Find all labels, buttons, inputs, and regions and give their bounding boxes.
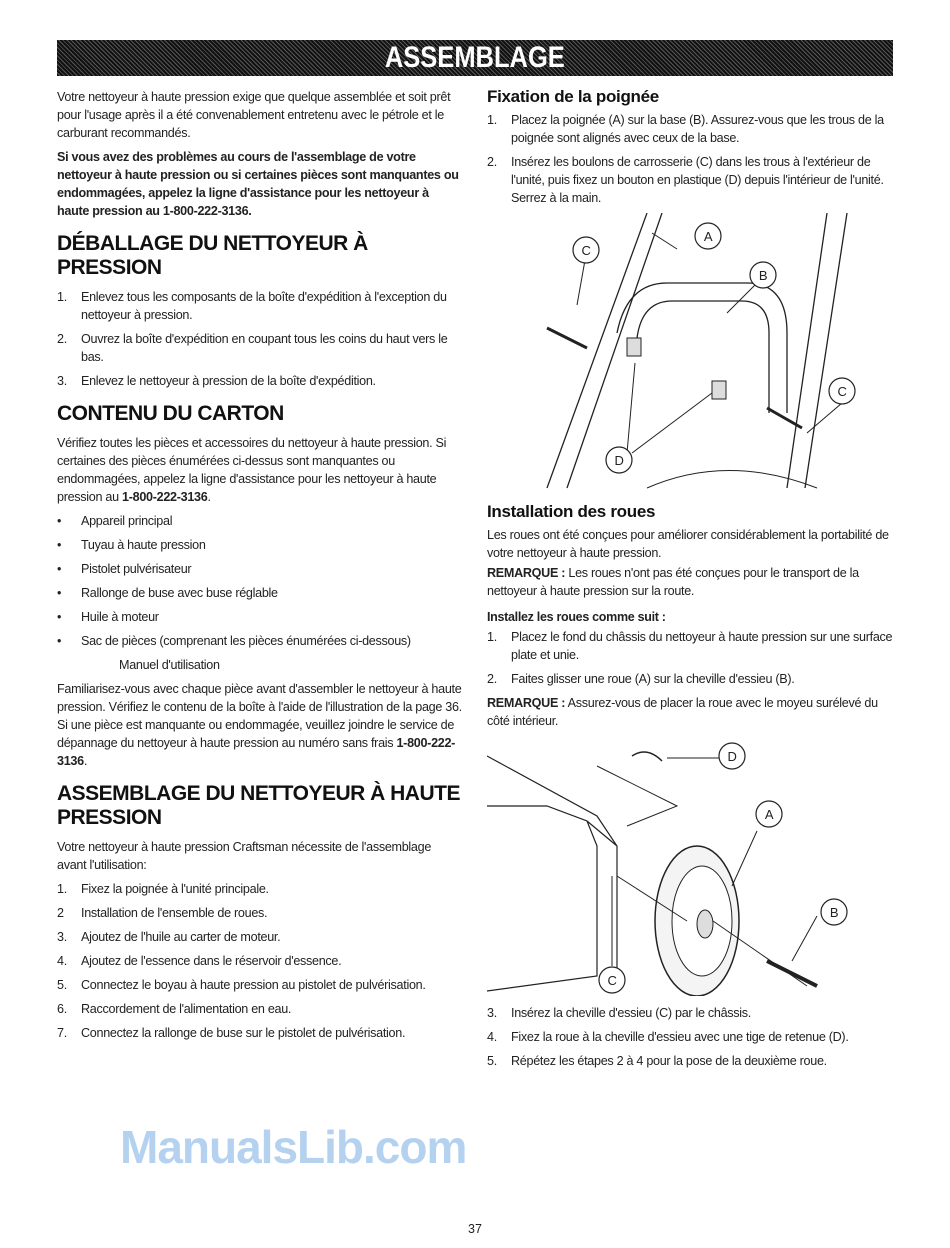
assembly-text: Votre nettoyeur à haute pression Craftsman nécessite de l'assemblage avant l'utilisation: [57, 840, 432, 872]
list-item [57, 372, 462, 390]
handle-diagram [487, 213, 887, 493]
wheels-subheading: Installez les roues comme suit : [487, 610, 666, 624]
step-number: 4. [57, 954, 67, 968]
familiarize-body: Familiarisez-vous avec chaque pièce avant d'assembler le nettoyeur à haute pression. Vérifiez le contenu de la boîte à l'aide de l'illustration de la page 36. Si une pièce est manquante ou endommagée, veuillez joindre le service de dépannage du nettoyeur à haute pression au numéro sans frais [57, 682, 462, 750]
section-banner [57, 40, 893, 76]
step-number: 1. [57, 882, 67, 896]
step-text: Placez la poignée (A) sur la base (B). Assurez-vous que les trous de la poignée sont alignés avec ceux de la base. [511, 113, 884, 145]
step-text: Connectez le boyau à haute pression au pistolet de pulvérisation. [81, 978, 426, 992]
page-number: 37 [468, 1222, 482, 1236]
phone-number: 1-800-222-3136 [57, 736, 456, 768]
bullet: • [57, 610, 62, 624]
list-item [487, 111, 902, 147]
item-text: Huile à moteur [81, 610, 159, 624]
bullet: • [57, 634, 62, 648]
section-title: ASSEMBLAGE [385, 41, 565, 74]
list-item [487, 670, 902, 688]
label-b: B [829, 905, 839, 920]
step-text: Enlevez tous les composants de la boîte d'expédition à l'exception du nettoyeur à pression. [81, 290, 447, 322]
bullet: • [57, 586, 62, 600]
list-item [57, 904, 462, 922]
label-c: C [581, 243, 591, 258]
list-item [57, 976, 462, 994]
step-text: Installation de l'ensemble de roues. [81, 906, 268, 920]
step-number: 2. [57, 332, 67, 346]
step-text: Fixez la poignée à l'unité principale. [81, 882, 269, 896]
list-item [57, 584, 462, 602]
list-item [57, 536, 462, 554]
step-number: 5. [57, 978, 67, 992]
intro-text: Votre nettoyeur à haute pression exige que quelque assemblée et soit prêt pour l'usage après il a été convenablement entretenu avec le pétrole et le carburant recommandés. [57, 90, 451, 140]
note-text: Assurez-vous de placer la roue avec le moyeu surélevé du côté intérieur. [487, 696, 878, 728]
phone-number: 1-800-222-3136 [122, 490, 208, 504]
item-text: Tuyau à haute pression [81, 538, 206, 552]
step-text: Connectez la rallonge de buse sur le pistolet de pulvérisation. [81, 1026, 406, 1040]
step-text: Ouvrez la boîte d'expédition en coupant tous les coins du haut vers le bas. [81, 332, 448, 364]
step-number: 5. [487, 1054, 497, 1068]
step-text: Enlevez le nettoyeur à pression de la boîte d'expédition. [81, 374, 376, 388]
list-item [57, 512, 462, 530]
list-item [487, 1004, 902, 1022]
wheels-note-2 [487, 694, 902, 730]
list-item [487, 153, 902, 207]
bullet: • [57, 562, 62, 576]
contents-body: Vérifiez toutes les pièces et accessoires du nettoyeur à haute pression. Si certaines des pièces énumérées ci-dessus sont manquantes ou endommagées, appelez la ligne d'assistance pour les nettoyeur à haute pression au [57, 436, 447, 504]
unpack-heading: DÉBALLAGE DU NETTOYEUR À PRESSION [57, 232, 368, 279]
left-column [57, 88, 462, 1048]
step-text: Fixez la roue à la cheville d'essieu avec une tige de retenue (D). [511, 1030, 849, 1044]
note-label: REMARQUE : [487, 696, 566, 710]
warning-text: Si vous avez des problèmes au cours de l'assemblage de votre nettoyeur à haute pression ou si certaines pièces sont manquantes ou endommagées, appelez la ligne d'assistance pour les nettoyeur à haute pression au 1-800-222-3136. [57, 150, 459, 218]
item-text: Pistolet pulvérisateur [81, 562, 192, 576]
list-item [57, 608, 462, 626]
list-item [487, 628, 902, 664]
item-text: Sac de pièces (comprenant les pièces énumérées ci-dessous) [81, 634, 411, 648]
watermark: ManualsLib.com [120, 1121, 467, 1173]
wheel-diagram [487, 736, 897, 996]
familiarize-text: Familiarisez-vous avec chaque pièce avant d'assembler le nettoyeur à haute pression. Vérifiez le contenu de la boîte à l'aide de l'illustration de la page 36. Si une pièce est manquante ou endommagée, veuillez joindre le service de dépannage du nettoyeur à haute pression au numéro sans frais 1-800-222-3136. [57, 682, 462, 768]
bullet: • [57, 538, 62, 552]
label-a: A [764, 807, 774, 822]
step-text: Répétez les étapes 2 à 4 pour la pose de la deuxième roue. [511, 1054, 827, 1068]
step-text: Ajoutez de l'essence dans le réservoir d'essence. [81, 954, 342, 968]
unpack-steps [57, 288, 462, 390]
item-text: Appareil principal [81, 514, 173, 528]
handle-heading: Fixation de la poignée [487, 87, 659, 106]
step-number: 3. [57, 930, 67, 944]
wheels-note [487, 564, 902, 600]
list-item [487, 1028, 902, 1046]
contents-text: Vérifiez toutes les pièces et accessoires du nettoyeur à haute pression. Si certaines des pièces énumérées ci-dessus sont manquantes ou endommagées, appelez la ligne d'assistance pour les nettoyeur à haute pression au 1-800-222-3136. [57, 436, 447, 504]
list-item [57, 560, 462, 578]
label-c: C [607, 973, 617, 988]
wheels-heading: Installation des roues [487, 502, 656, 521]
step-number: 2. [487, 155, 497, 169]
list-item [57, 1024, 462, 1042]
step-number: 2. [487, 672, 497, 686]
list-item [57, 928, 462, 946]
sub-item: Manuel d'utilisation [119, 658, 220, 672]
step-text: Raccordement de l'alimentation en eau. [81, 1002, 292, 1016]
list-item [57, 880, 462, 898]
label-c: C [837, 384, 847, 399]
step-number: 2 [57, 906, 64, 920]
note-text: Les roues n'ont pas été conçues pour le transport de la nettoyeur à haute pression sur la route. [487, 566, 859, 598]
step-number: 1. [487, 630, 497, 644]
step-number: 3. [487, 1006, 497, 1020]
step-number: 1. [487, 113, 497, 127]
wheels-intro: Les roues ont été conçues pour améliorer considérablement la portabilité de votre nettoyeur à haute pression. [487, 528, 889, 560]
item-text: Rallonge de buse avec buse réglable [81, 586, 278, 600]
handle-steps [487, 111, 902, 207]
contents-heading: CONTENU DU CARTON [57, 402, 284, 425]
label-d: D [614, 453, 624, 468]
handle-section [487, 86, 902, 207]
contents-list [57, 512, 462, 650]
step-number: 1. [57, 290, 67, 304]
label-a: A [703, 229, 713, 244]
step-number: 7. [57, 1026, 67, 1040]
step-number: 6. [57, 1002, 67, 1016]
bullet: • [57, 514, 62, 528]
step-text: Insérez les boulons de carrosserie (C) dans les trous à l'extérieur de l'unité, puis fixez un bouton en plastique (D) depuis l'intérieur de l'unité. Serrez à la main. [511, 155, 884, 205]
label-b: B [758, 268, 768, 283]
step-text: Insérez la cheville d'essieu (C) par le châssis. [511, 1006, 751, 1020]
step-number: 4. [487, 1030, 497, 1044]
label-d: D [727, 749, 737, 764]
step-text: Faites glisser une roue (A) sur la cheville d'essieu (B). [511, 672, 795, 686]
step-text: Ajoutez de l'huile au carter de moteur. [81, 930, 281, 944]
assembly-steps [57, 880, 462, 1042]
step-number: 3. [57, 374, 67, 388]
wheels-steps [487, 628, 902, 688]
wheels-section [487, 501, 902, 730]
list-item [57, 632, 462, 650]
wheels-steps-2 [487, 1004, 902, 1070]
note-label: REMARQUE : [487, 566, 566, 580]
list-item [57, 330, 462, 366]
assembly-heading: ASSEMBLAGE DU NETTOYEUR À HAUTE PRESSION [57, 782, 460, 829]
list-item [57, 952, 462, 970]
list-item [57, 1000, 462, 1018]
list-item [487, 1052, 902, 1070]
step-text: Placez le fond du châssis du nettoyeur à haute pression sur une surface plate et unie. [511, 630, 893, 662]
right-column [487, 86, 902, 1076]
list-item [57, 288, 462, 324]
